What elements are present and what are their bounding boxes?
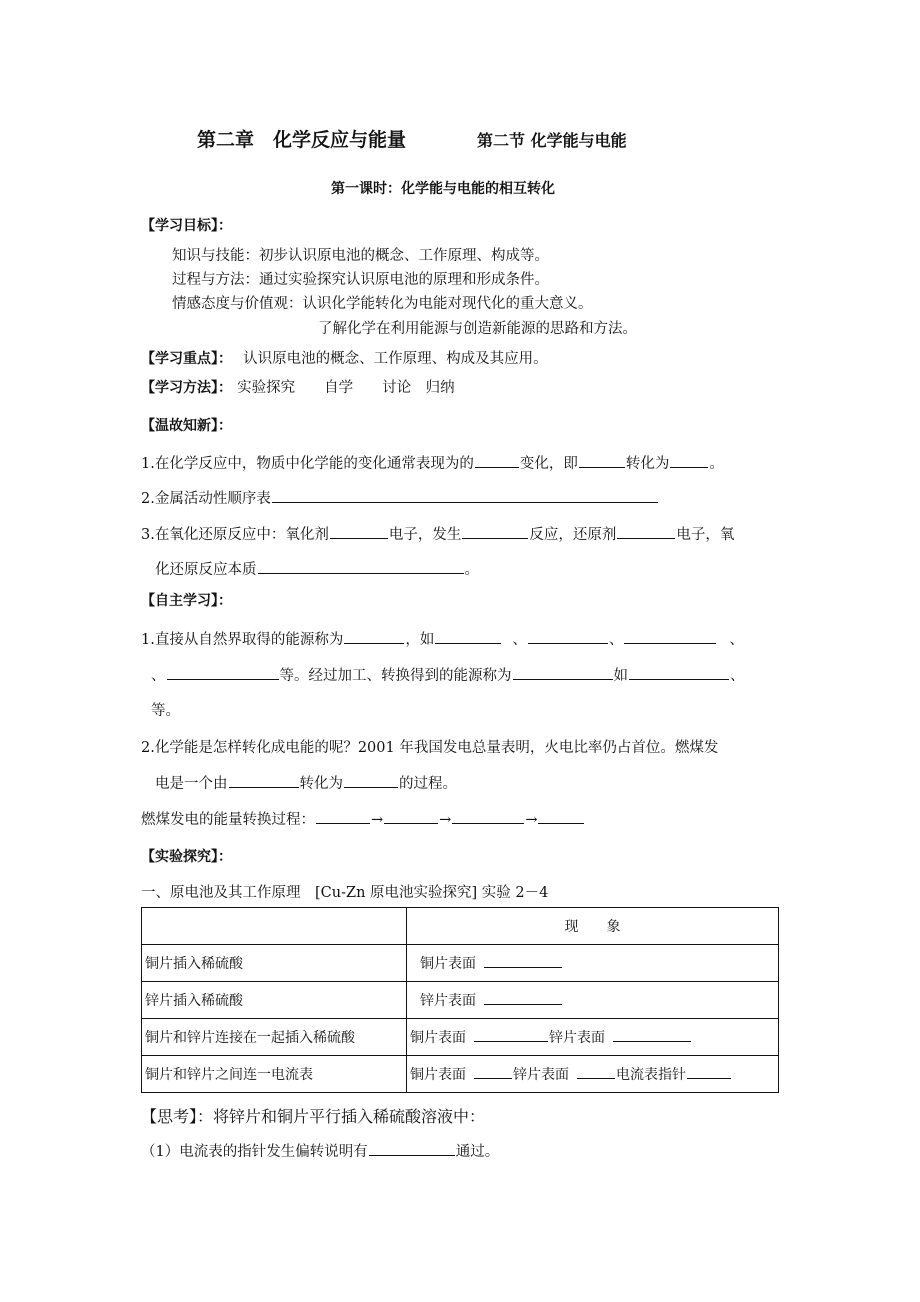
answer-blank[interactable] [167,665,279,680]
answer-blank[interactable] [624,629,716,644]
answer-blank[interactable] [229,773,299,788]
lesson-title: 第一课时：化学能与电能的相互转化 [331,181,555,197]
arrow-icon: → [525,812,538,828]
q-text: 转化为 [299,776,343,792]
answer-blank[interactable] [316,809,370,824]
q-text: 1.在化学反应中，物质中化学能的变化通常表现为的 [141,456,474,472]
self-q2-cont [155,772,457,793]
review-q3-cont [155,558,479,579]
chapter-title: 第二章 化学反应与能量 [197,129,407,151]
self-study-heading: 【自主学习】： [141,593,232,609]
q-text: 、 [151,668,166,684]
table-row [142,945,779,982]
answer-blank[interactable] [577,1064,615,1079]
cell-text: 铜片表面 [410,1030,466,1046]
q-text: 如 [613,668,628,684]
q-text: ，如 [405,632,435,648]
objective-line: 过程与方法：通过实验探究认识原电池的原理和形成条件。 [172,272,549,288]
answer-blank[interactable] [474,1064,512,1079]
answer-blank[interactable] [258,559,464,574]
q-text: 。 [709,456,724,472]
row-label: 锌片插入稀硫酸 [142,982,407,1019]
answer-blank[interactable] [484,990,562,1005]
q-text: 。 [464,562,479,578]
cell-text: 锌片表面 [513,1067,569,1083]
answer-blank[interactable] [452,809,524,824]
self-q1-cont [151,664,745,685]
cell-text: 铜片表面 [410,1067,466,1083]
cell-text: 锌片表面 [549,1030,605,1046]
energy-flow [141,808,585,829]
experiment-table [141,907,779,1093]
answer-blank[interactable] [475,453,519,468]
answer-blank[interactable] [484,953,562,968]
answer-blank[interactable] [513,665,613,680]
answer-blank[interactable] [344,629,404,644]
answer-blank[interactable] [613,1027,691,1042]
answer-blank[interactable] [528,629,608,644]
table-cell [407,1019,779,1056]
q-text: 1.直接从自然界取得的能源称为 [141,632,344,648]
table-cell [407,945,779,982]
answer-blank[interactable] [670,453,708,468]
method-row [141,376,455,397]
objective-line: 情感态度与价值观：认识化学能转化为电能对现代化的重大意义。 [172,296,593,312]
row-label: 铜片和锌片连接在一起插入稀硫酸 [142,1019,407,1056]
answer-blank[interactable] [330,524,388,539]
flow-label: 燃煤发电的能量转换过程： [141,812,315,828]
objective-line: 知识与技能：初步认识原电池的概念、工作原理、构成等。 [172,248,549,264]
table-header-row [142,908,779,945]
q-text: （1）电流表的指针发生偏转说明有 [141,1144,368,1160]
row-label: 铜片和锌片之间连一电流表 [142,1056,407,1093]
q-text: 电是一个由 [155,776,228,792]
row-label: 铜片插入稀硫酸 [142,945,407,982]
q-text: 、 [730,668,745,684]
think-text: ：将锌片和铜片平行插入稀硫酸溶液中： [197,1107,486,1126]
section-title: 第二节 化学能与电能 [477,131,627,150]
q-text: 转化为 [625,456,670,472]
q-text: 2.金属活动性顺序表 [141,491,271,507]
self-q1-end: 等。 [151,703,180,719]
table-row [142,1056,779,1093]
cell-text: 电流表指针 [616,1067,686,1083]
table-cell [142,908,407,945]
focus-text: 认识原电池的概念、工作原理、构成及其应用。 [243,351,548,367]
think-q1 [141,1140,499,1161]
q-text: 变化，即 [519,456,578,472]
table-row [142,1019,779,1056]
answer-blank[interactable] [617,524,675,539]
answer-blank[interactable] [462,524,528,539]
focus-row [141,347,548,368]
arrow-icon: → [439,812,452,828]
focus-heading: 【学习重点】： [141,351,232,367]
answer-blank[interactable] [687,1064,731,1079]
objective-line: 了解化学在利用能源与创造新能源的思路和方法。 [318,321,637,337]
cell-text: 铜片表面 [420,956,476,972]
answer-blank[interactable] [369,1141,455,1156]
answer-blank[interactable] [384,809,438,824]
q-text: 的过程。 [399,776,457,792]
review-q1 [141,452,724,473]
phenomenon-header: 现 象 [407,908,779,945]
q-text: 电子，氧 [676,527,735,543]
q-text: 、 [512,632,527,648]
table-row [142,982,779,1019]
q-text: 化还原反应本质 [155,562,257,578]
q-text: 反应，还原剂 [529,527,617,543]
answer-blank[interactable] [272,488,658,503]
think-row [141,1104,485,1127]
answer-blank[interactable] [435,629,501,644]
answer-blank[interactable] [538,809,584,824]
think-heading: 【思考】 [141,1107,198,1126]
answer-blank[interactable] [629,665,729,680]
review-q3 [141,523,734,544]
arrow-icon: → [371,812,384,828]
experiment-heading: 【实验探究】： [141,849,232,865]
review-q2 [141,487,659,508]
answer-blank[interactable] [474,1027,548,1042]
q-text: 、 [608,632,624,648]
experiment-subtitle: 一、原电池及其工作原理 [Cu-Zn 原电池实验探究] 实验 2－4 [141,885,549,901]
table-cell [407,1056,779,1093]
cell-text: 锌片表面 [420,993,476,1009]
answer-blank[interactable] [344,773,398,788]
q-text: 通过。 [455,1144,500,1160]
objectives-heading: 【学习目标】： [141,218,232,234]
q-text: 、 [729,632,744,648]
table-cell [407,982,779,1019]
review-heading: 【温故知新】： [141,418,232,434]
method-text: 实验探究 自学 讨论 归纳 [237,380,455,396]
method-heading: 【学习方法】： [141,380,232,396]
self-q1 [141,628,744,649]
answer-blank[interactable] [579,453,625,468]
q-text: 3.在氧化还原反应中：氧化剂 [141,527,329,543]
q-text: 等。经过加工、转换得到的能源称为 [279,668,512,684]
q-text: 电子，发生 [388,527,462,543]
self-q2: 2.化学能是怎样转化成电能的呢？2001 年我国发电总量表明，火电比率仍占首位。燃煤发 [141,740,719,756]
